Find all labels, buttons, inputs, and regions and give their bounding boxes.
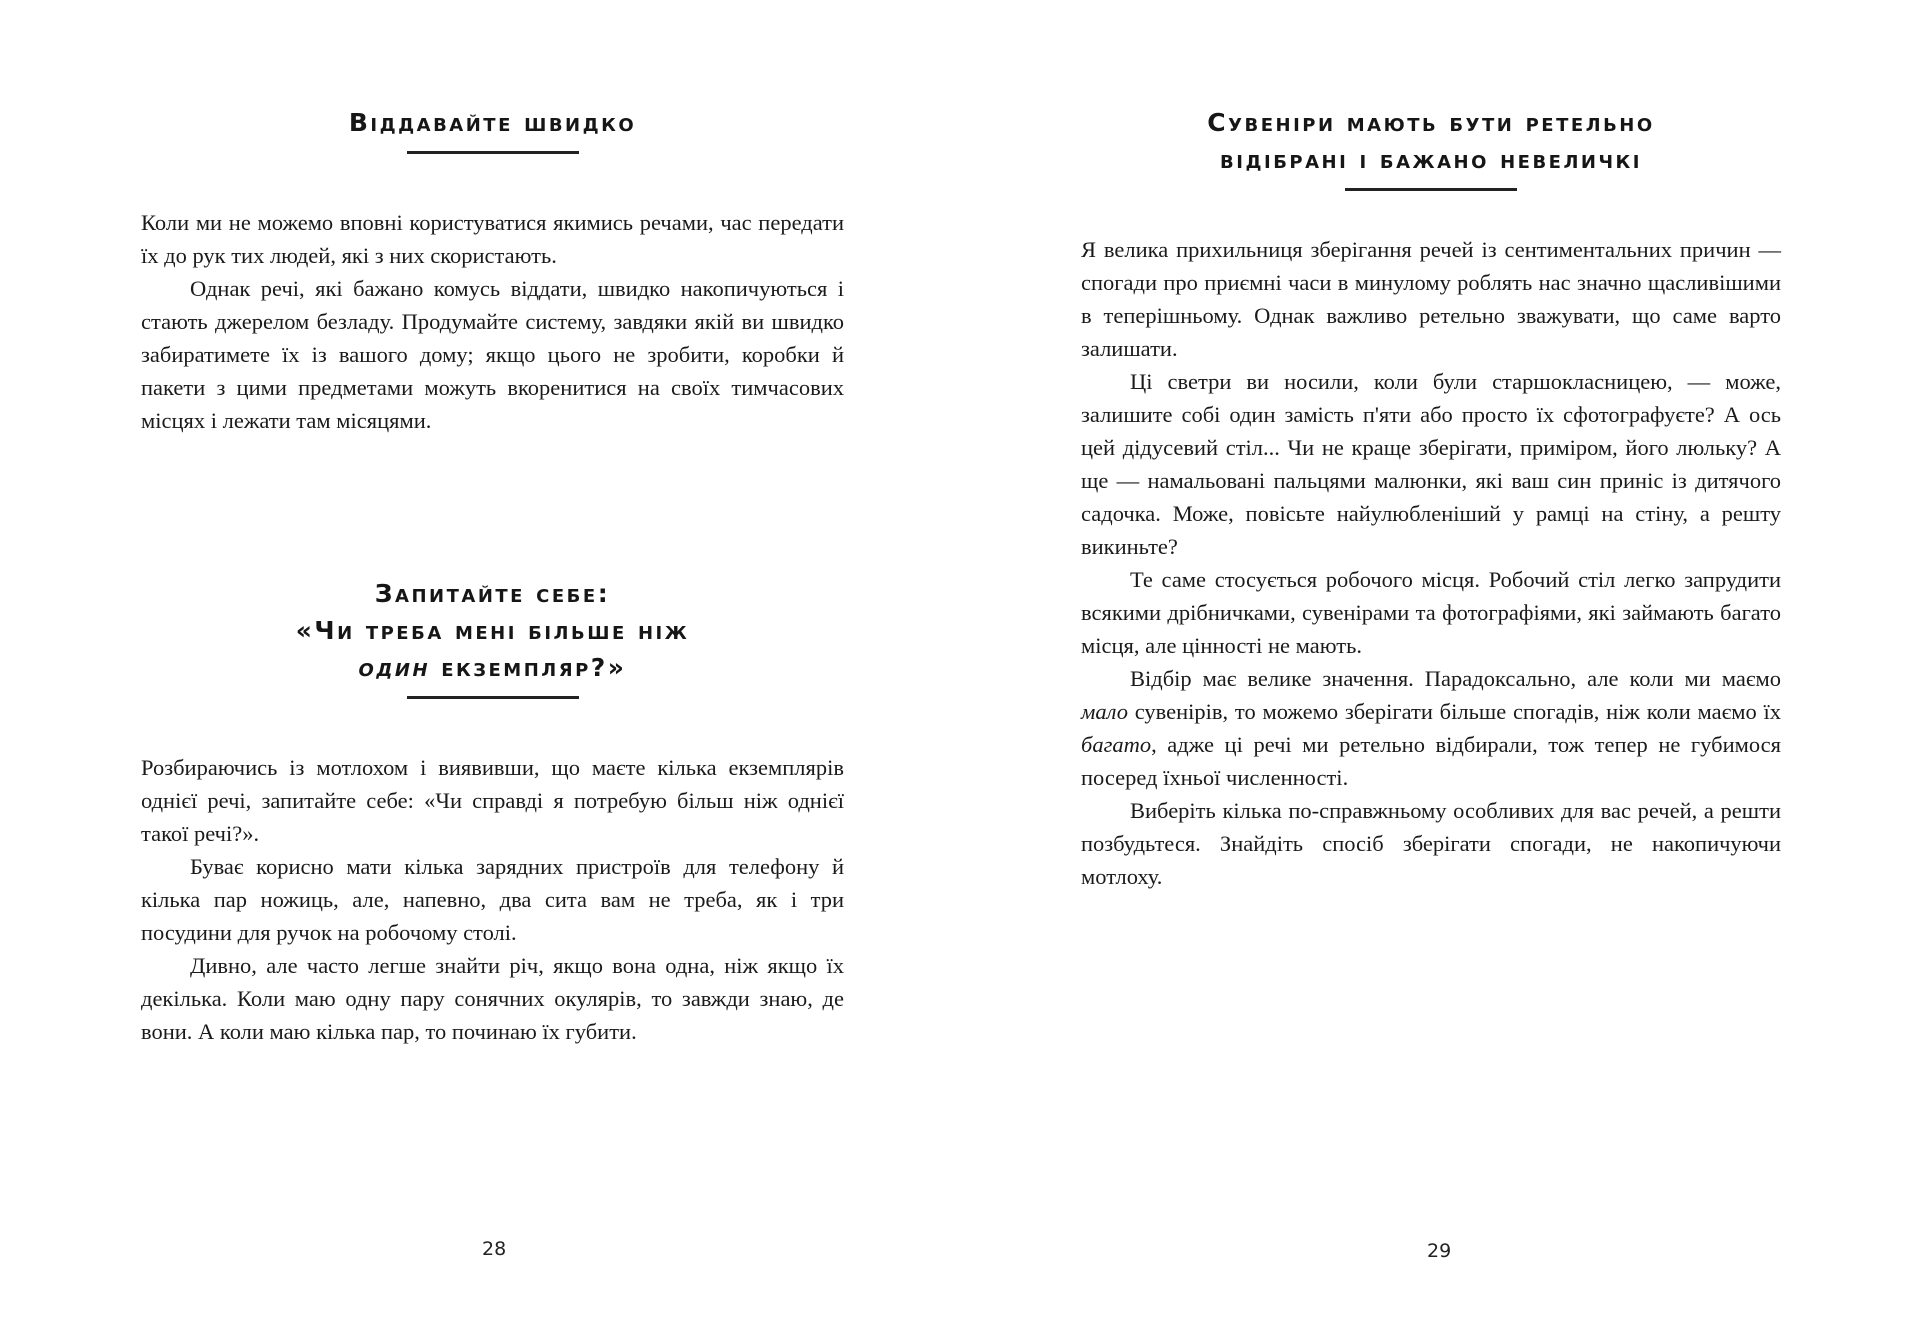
paragraph: Ці светри ви носили, коли були старшокласницею, — може, залишите собі один замість п'яти або просто їх сфотографуєте? А ось цей дідусевий стіл... Чи не краще зберігати, приміром, його люльку? А ще — намальовані пальцями малюнки, які ваш син приніс із дитячого садочка. Може, повісьте найулюбленіший у рамці на стіну, а решту викиньте? [1081, 369, 1781, 559]
section-souvenirs [1081, 104, 1781, 893]
paragraph: Дивно, але часто легше знайти річ, якщо вона одна, ніж якщо їх декілька. Коли маю одну пару сонячних окулярів, то завжди знаю, де вони. А коли маю кілька пар, то починаю їх губити. [141, 953, 844, 1044]
paragraph: Я велика прихильниця зберігання речей із сентиментальних причин — спогади про приємні часи в минулому роблять нас значно щасливішими в теперішньому. Однак важливо ретельно зважувати, що саме варто залишати. [1081, 237, 1781, 361]
section-heading: Віддавайте швидко [348, 108, 637, 137]
heading-rule [407, 151, 579, 154]
paragraph [1081, 662, 1781, 794]
paragraph: Те саме стосується робочого місця. Робочий стіл легко запрудити всякими дрібничками, сувенірами та фотографіями, які займають багато місця, але цінності не мають. [1081, 567, 1781, 658]
heading-line [141, 649, 844, 686]
section-heading [141, 575, 844, 686]
section-heading [1081, 104, 1781, 178]
text: , адже ці речі ми ретельно відбирали, тож тепер не губимося посеред їхньої численності. [1081, 732, 1781, 790]
heading-rule [407, 696, 579, 699]
section-body [141, 206, 844, 437]
text: сувенірів, то можемо зберігати більше спогадів, ніж коли маємо їх [1127, 699, 1781, 724]
paragraph: Розбираючись із мотлохом і виявивши, що маєте кілька екземплярів однієї речі, запитайте себе: «Чи справді я потребую більш ніж однієї такої речі?». [141, 755, 844, 846]
section-body [1081, 233, 1781, 893]
heading-line: відібрані і бажано невеличкі [1220, 145, 1642, 174]
heading-text: екземпляр?» [430, 653, 627, 682]
heading-line: Сувеніри мають бути ретельно [1207, 108, 1655, 137]
heading-rule [1345, 188, 1517, 191]
text: Відбір має велике значення. Парадоксально, але коли ми маємо [1130, 666, 1781, 691]
heading-emphasis: один [358, 653, 431, 682]
heading-line: Запитайте себе: [374, 579, 611, 608]
heading-line: «Чи треба мені більше ніж [295, 616, 690, 645]
section-ask-yourself [141, 575, 844, 1048]
emphasis: багато [1081, 732, 1152, 757]
paragraph: Однак речі, які бажано комусь віддати, швидко накопичуються і стають джерелом безладу. Продумайте систему, завдяки якій ви швидко забиратимете їх із вашого дому; якщо цього не зробити, коробки й пакети з цими предметами можуть вкоренитися на своїх тимчасових місцях і лежати там місяцями. [141, 276, 844, 433]
paragraph: Буває корисно мати кілька зарядних пристроїв для телефону й кілька пар ножиць, але, напевно, два сита вам не треба, як і три посудини для ручок на робочому столі. [141, 854, 844, 945]
section-give-away-quickly [141, 104, 844, 437]
paragraph: Виберіть кілька по-справжньому особливих для вас речей, а решти позбудьтеся. Знайдіть спосіб зберігати спогади, не накопичуючи мотлоху. [1081, 798, 1781, 889]
right-page [960, 0, 1920, 1325]
page-number: 28 [482, 1238, 507, 1260]
page-number: 29 [1427, 1240, 1452, 1262]
section-body [141, 751, 844, 1048]
emphasis: мало [1081, 699, 1128, 724]
paragraph: Коли ми не можемо вповні користуватися якимись речами, час передати їх до рук тих людей, які з них скористають. [141, 210, 844, 268]
